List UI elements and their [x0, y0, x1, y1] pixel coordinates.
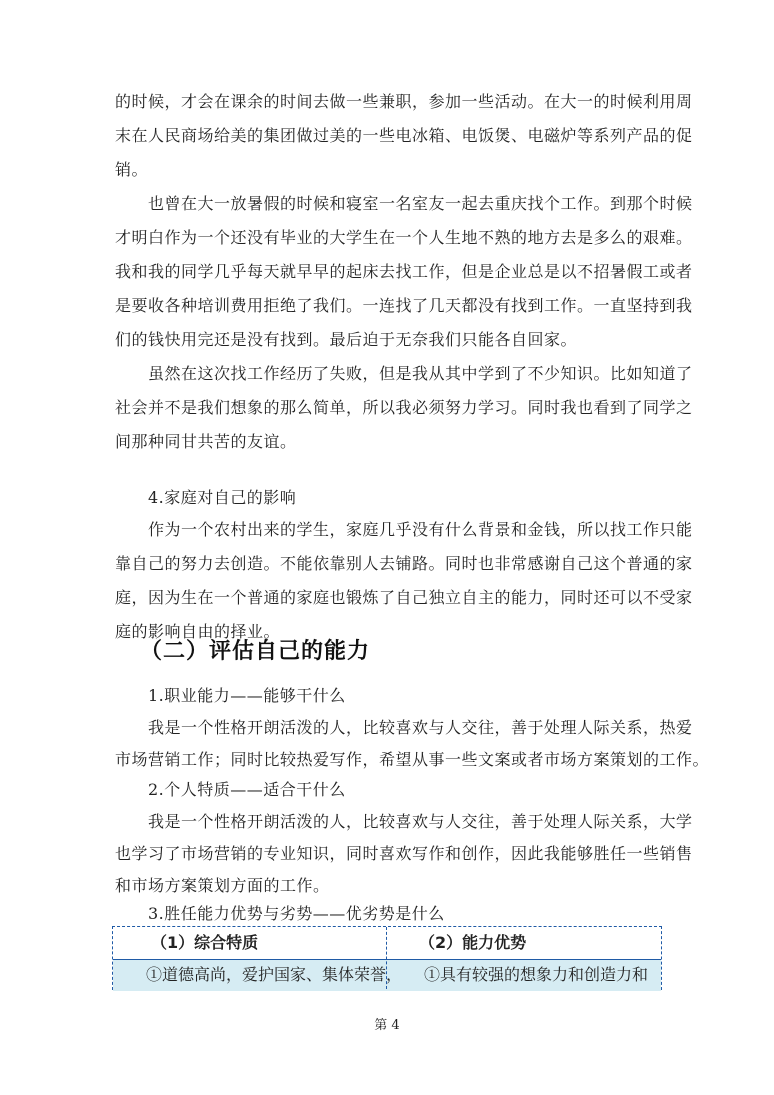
page-number: 第 4: [374, 1018, 400, 1033]
text-line: 我是一个性格开朗活泼的人，比较喜欢与人交往，善于处理人际关系，热爱: [148, 718, 693, 737]
text-line: 也曾在大一放暑假的时候和寝室一名室友一起去重庆找个工作。到那个时候: [148, 194, 693, 213]
table-cell: ①具有较强的想象力和创造力和: [424, 965, 649, 984]
subsection-title: 2.个人特质——适合干什么: [148, 780, 346, 799]
table-header-cell: （2）能力优势: [419, 933, 527, 952]
text-line: 才明白作为一个还没有毕业的大学生在一个人生地不熟的地方去是多么的艰难。: [115, 228, 693, 247]
text-line: 是要收各种培训费用拒绝了我们。一连找了几天都没有找到工作。一直坚持到我: [115, 296, 693, 315]
section-heading: （二）评估自己的能力: [140, 639, 371, 664]
text-line: 社会并不是我们想象的那么简单，所以我必须努力学习。同时我也看到了同学之: [115, 398, 693, 417]
text-line: 靠自己的努力去创造。不能依靠别人去铺路。同时也非常感谢自己这个普通的家: [115, 554, 693, 573]
text-line: 庭的影响自由的择业。: [115, 622, 281, 641]
table-cell: ①道德高尚，爱护国家、集体荣誉，: [146, 965, 403, 984]
text-line: 我是一个性格开朗活泼的人，比较喜欢与人交往，善于处理人际关系，大学: [148, 812, 693, 831]
subsection-title: 1.职业能力——能够干什么: [148, 686, 346, 705]
text-line: 们的钱快用完还是没有找到。最后迫于无奈我们只能各自回家。: [115, 330, 578, 349]
text-line: 市场营销工作；同时比较热爱写作，希望从事一些文案或者市场方案策划的工作。: [115, 750, 710, 769]
table-header-cell: （1）综合特质: [151, 933, 259, 952]
text-line: 虽然在这次找工作经历了失败，但是我从其中学到了不少知识。比如知道了: [148, 364, 693, 383]
ability-table: [112, 926, 662, 990]
text-line: 我和我的同学几乎每天就早早的起床去找工作，但是企业总是以不招暑假工或者: [115, 262, 693, 281]
subsection-title: 3.胜任能力优势与劣势——优劣势是什么: [148, 904, 445, 923]
text-line: 末在人民商场给美的集团做过美的一些电冰箱、电饭煲、电磁炉等系列产品的促: [115, 126, 693, 145]
text-line: 间那种同甘共苦的友谊。: [115, 432, 297, 451]
text-line: 作为一个农村出来的学生，家庭几乎没有什么背景和金钱，所以找工作只能: [148, 520, 693, 539]
text-line: 的时候，才会在课余的时间去做一些兼职，参加一些活动。在大一的时候利用周: [115, 92, 693, 111]
text-line: 和市场方案策划方面的工作。: [115, 876, 330, 895]
subsection-title: 4.家庭对自己的影响: [148, 488, 297, 507]
text-line: 庭，因为生在一个普通的家庭也锻炼了自己独立自主的能力，同时还可以不受家: [115, 588, 693, 607]
text-line: 也学习了市场营销的专业知识，同时喜欢写作和创作，因此我能够胜任一些销售: [115, 844, 693, 863]
text-line: 销。: [115, 160, 149, 179]
